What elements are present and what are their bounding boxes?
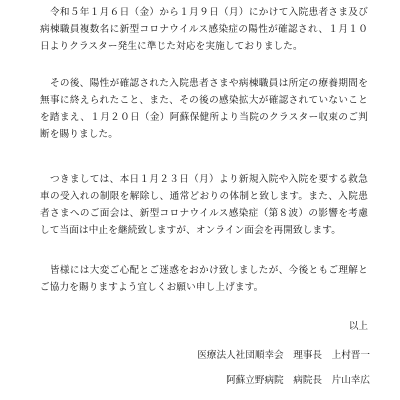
signature-chairman: 医療法人社団順幸会 理事長 上村晋一 bbox=[197, 350, 370, 361]
paragraph-apology: 皆様には大変ご心配とご迷惑をおかけ致しましたが、今後ともご理解とご協力を賜りますよう宜しくお願い申し上げます。 bbox=[40, 265, 368, 293]
closing-mark: 以上 bbox=[348, 321, 368, 332]
signature-hospital-director: 阿蘇立野病院 病院長 片山幸広 bbox=[226, 375, 370, 386]
paragraph-cluster-occurrence: 令和５年１月６日（金）から１月９日（月）にかけて入院患者さま及び病棟職員複数名に新型コロナウイルス感染症の陽性が確認され、１月１０日よりクラスター発生に準じた対応を実施しておりました。 bbox=[40, 7, 368, 52]
paragraph-cluster-resolution: その後、陽性が確認された入院患者さまや病棟職員は所定の療養期間を無事に終えられたこと、また、その後の感染拡大が確認されていないことを踏まえ、１月２０日（金）阿蘇保健所より当院のクラスター収束のご判断を賜りました。 bbox=[40, 78, 368, 140]
paragraph-restrictions-lifted: つきましては、本日１月２３日（月）より新規入院や入院を要する救急車の受入れの制限を解除し、通常どおりの体制と致します。また、入院患者さまへのご面会は、新型コロナウイルス感染症（第８波）の影響を考慮して当面は中止を継続致しますが、オンライン面会を再開致します。 bbox=[40, 174, 368, 236]
